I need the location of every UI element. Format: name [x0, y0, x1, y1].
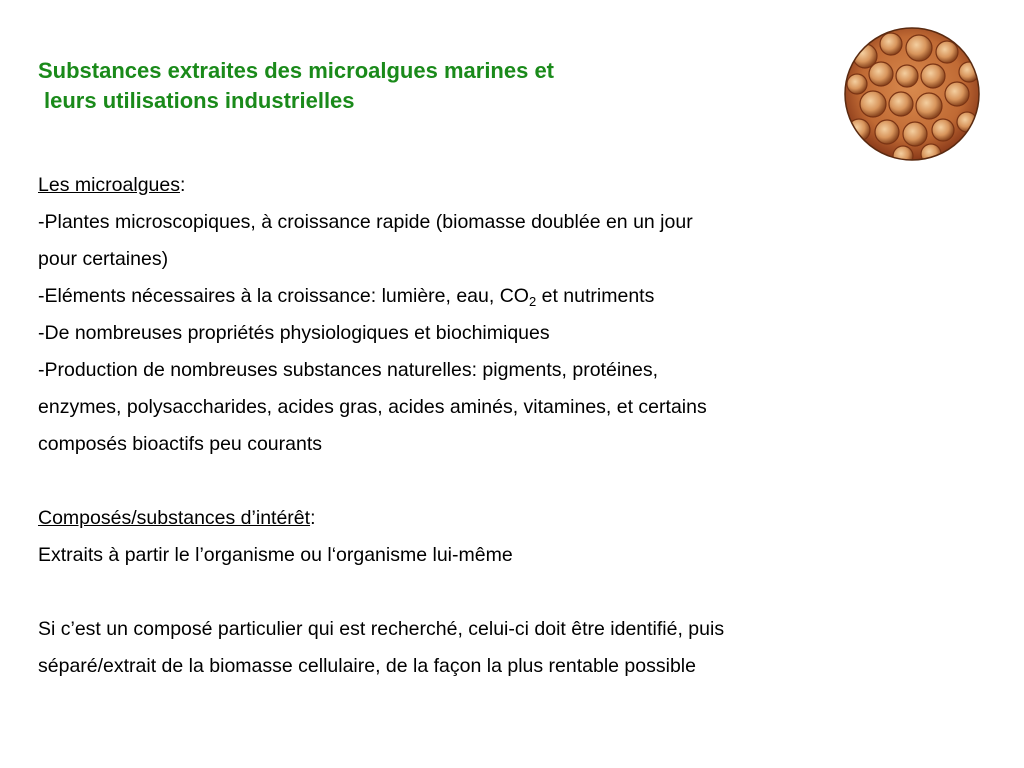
conclusion-line-2: séparé/extrait de la biomasse cellulaire, de la façon la plus rentable possible — [38, 655, 696, 677]
title-line-1: Substances extraites des microalgues marines et — [38, 58, 555, 83]
microalgues-line-4: -De nombreuses propriétés physiologiques et biochimiques — [38, 322, 550, 344]
composes-heading-colon: : — [310, 507, 316, 529]
microalgues-line-2: pour certaines) — [38, 248, 169, 270]
microalgues-line-7: composés bioactifs peu courants — [38, 433, 322, 455]
microalgues-line-6: enzymes, polysaccharides, acides gras, acides aminés, vitamines, et certains — [38, 396, 707, 418]
microalgues-heading-colon: : — [179, 174, 186, 196]
microalgae-photo-icon — [843, 26, 981, 162]
composes-heading-text: Composés/substances d’intérêt — [38, 507, 311, 529]
microalgues-heading-text: Les microalgues — [38, 174, 180, 196]
microalgues-line-3-before: -Eléments nécessaires à la croissance: lumière, eau, CO — [38, 285, 529, 307]
spacer — [38, 574, 978, 611]
section-composes-heading — [38, 500, 978, 537]
section-microalgues-heading — [38, 167, 978, 204]
co2-subscript: 2 — [528, 294, 537, 309]
title-line-2: leurs utilisations industrielles — [44, 88, 355, 113]
microalgues-line-5: -Production de nombreuses substances naturelles: pigments, protéines, — [38, 359, 659, 381]
composes-line-1: Extraits à partir le l’organisme ou l‘organisme lui-même — [38, 544, 513, 566]
slide-body — [38, 167, 978, 685]
spacer — [38, 463, 978, 500]
slide-title — [38, 56, 818, 116]
microalgues-line-3 — [38, 278, 978, 315]
conclusion-line-1: Si c’est un composé particulier qui est recherché, celui-ci doit être identifié, puis — [38, 618, 725, 640]
microalgues-line-3-after: et nutriments — [536, 285, 655, 307]
microalgues-line-1: -Plantes microscopiques, à croissance rapide (biomasse doublée en un jour — [38, 211, 693, 233]
